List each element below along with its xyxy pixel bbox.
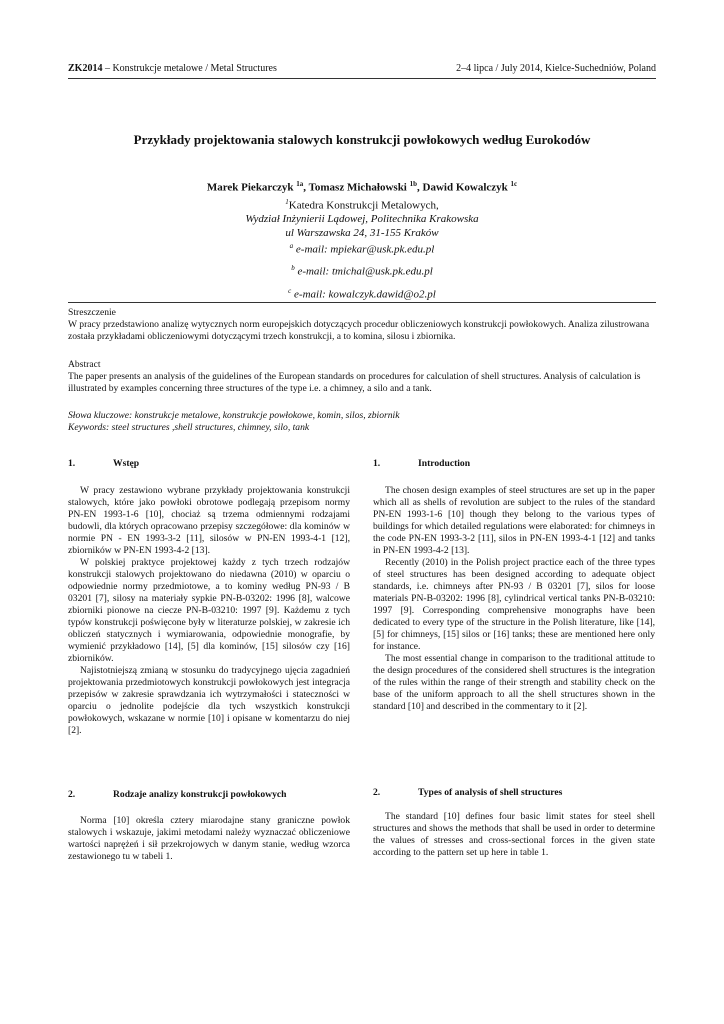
section-heading-pl-2 [68, 789, 287, 801]
paper-title: Przykłady projektowania stalowych konstrukcji powłokowych według Eurokodów [133, 132, 591, 147]
author-list [68, 178, 656, 195]
paragraph: Recently (2010) in the Polish project practice each of the three types of steel structures has been designed according to adequate object standards, i.e. chimneys after PN-93 / B 03201 [7], silos for loose materials PN-B-03202: 1996 [8], cylindrical vertical tanks PN-B-03210: 1997 [9]. Corresponding comprehensive monographs have been dedicated to every type of the structure in the Polish literature, like [14], [5] for chimneys, [15] silos or [16] tanks; these are mentioned here only for instance. [373, 557, 655, 652]
abstract-rule [68, 302, 656, 303]
section-number: 1. [68, 458, 76, 469]
section-number: 1. [373, 458, 381, 469]
affiliation-line [68, 196, 656, 213]
abstract-label: Abstract [68, 359, 101, 370]
section-number: 2. [373, 787, 381, 798]
section-heading-en-1 [373, 458, 470, 470]
keywords-en: Keywords: steel structures ,shell structures, chimney, silo, tank [68, 422, 310, 433]
abstract-block [68, 359, 656, 395]
streszczenie-text: W pracy przedstawiono analizę wytycznych norm europejskich dotyczących procedur obliczeniowych konstrukcji powłokowych. Analiza zilustrowana została przykładami obliczeniowymi dotyczącymi trzech konstrukcji, a to komina, silosu i zbiornika. [68, 319, 650, 342]
conference-name: – Konstrukcje metalowe / Metal Structures [102, 63, 277, 74]
email-text: e-mail: kowalczyk.dawid@o2.pl [291, 289, 436, 302]
section-title: Wstęp [113, 458, 140, 469]
left-column-body [68, 485, 350, 737]
email-sup: b [291, 264, 295, 273]
email-text: e-mail: mpiekar@usk.pk.edu.pl [293, 243, 435, 256]
email-line [68, 240, 656, 257]
affiliation-faculty: Wydział Inżynierii Lądowej, Politechnika Krakowska [245, 213, 479, 226]
author-sup: 1a [296, 180, 304, 188]
section-title: Types of analysis of shell structures [418, 787, 563, 798]
paragraph: Najistotniejszą zmianą w stosunku do tradycyjnego ujęcia zagadnień projektowania przedmiotowych konstrukcji powłokowych jest integracja przepisów w zakresie sprawdzania ich wytrzymałości i stateczności w oparciu o jednolite podejście dla tych wszystkich konstrukcji powłokowych, wskazane w normie [10] i opisane w komentarzu do niej [2]. [68, 665, 350, 736]
email-sup: a [289, 242, 294, 251]
author-name: , Tomasz Michałowski [303, 181, 410, 194]
section-title: Introduction [418, 458, 471, 469]
right-column-body-2 [373, 811, 655, 859]
header-left [68, 63, 277, 75]
email-line [68, 285, 656, 302]
author-name: , Dawid Kowalczyk [417, 181, 511, 194]
paragraph: W polskiej praktyce projektowej każdy z tych trzech rodzajów konstrukcji stalowych projektowano do niedawna (2010) w oparciu o odpowiednie normy przedmiotowe, a to kominy według PN-93 / B 03201 [7], silosy na materiały sypkie PN-B-03202: 1996 [8], walcowe zbiorniki pionowe na ciecze PN-B-03210: 1997 [9]. Każdemu z tych typów konstrukcji poświęcone były w literaturze polskiej, w zakresie ich obliczeń statycznych i wymiarowania, odpowiednie monografie, by wymienić przykładowo [14], [5] dla kominów, [15] silosów czy [16] zbiorników. [68, 557, 350, 664]
author-sup: 1c [510, 180, 518, 188]
header-right: 2–4 lipca / July 2014, Kielce-Suchedniów, Poland [456, 63, 656, 74]
paragraph: The most essential change in comparison to the traditional attitude to the design procedures of the considered shell structures is the integration of the rules within the range of their strength and stability check on the base of the uniform approach to all the shell structures shown in the standard [10] and described in the commentary to it [2]. [373, 653, 655, 712]
email-text: e-mail: tmichal@usk.pk.edu.pl [294, 265, 433, 278]
header-rule [68, 78, 656, 79]
paragraph: Norma [10] określa cztery miarodajne stany graniczne powłok stalowych i wskazuje, jakimi metodami należy wyznaczać obliczeniowe wartości naprężeń i sił przekrojowych w danym stanie, według wzorca zestawionego tu w tabeli 1. [68, 815, 350, 862]
affiliation-dept: Katedra Konstrukcji Metalowych, [288, 199, 439, 212]
abstract-text: The paper presents an analysis of the guidelines of the European standards on procedures for calculation of shell structures. Analysis of calculation is illustrated by examples concerning three structures of the type i.e. a chimney, a silo and a tank. [68, 371, 641, 394]
paragraph: W pracy zestawiono wybrane przykłady projektowania konstrukcji stalowych, które jako powłoki obrotowe podlegają przepisom normy PN-EN 1993-1-6 [10], chociaż są trzema odmiennymi rodzajami budowli, dla których opracowano przepisy szczegółowe: dla kominów w normie PN - EN 1993-3-2 [11], silosów w PN-EN 1993-4-1 [12], zbiorników w PN-EN 1993-4-2 [13]. [68, 485, 350, 556]
paragraph: The standard [10] defines four basic limit states for steel shell structures and shows the methods that shall be used in order to determine the values of stresses and cross-sectional forces in the given state according to the pattern set up here in table 1. [373, 811, 655, 858]
affiliation-sup: 1 [285, 198, 289, 206]
email-sup: c [288, 287, 292, 296]
streszczenie-label: Streszczenie [68, 307, 116, 318]
author-name: Marek Piekarczyk [206, 181, 297, 194]
streszczenie-block [68, 307, 656, 343]
left-column-body-2 [68, 815, 350, 863]
section-heading-pl-1 [68, 458, 139, 470]
affiliation-address: ul Warszawska 24, 31-155 Kraków [285, 226, 439, 239]
keywords-pl: Słowa kluczowe: konstrukcje metalowe, konstrukcje powłokowe, komin, silos, zbiornik [68, 410, 400, 421]
right-column-body [373, 485, 655, 713]
section-heading-en-2 [373, 787, 562, 799]
keywords-block [68, 410, 656, 434]
section-number: 2. [68, 789, 76, 800]
affiliation [68, 196, 656, 303]
section-title: Rodzaje analizy konstrukcji powłokowych [113, 789, 287, 800]
paragraph: The chosen design examples of steel structures are set up in the paper which all as shells of revolution are subject to the rules of the standard PN-EN 1993-1-6 [10] though they belong to the various types of buildings for which detailed regulations were elaborated: for chimneys in the code PN-EN 1993-3-2 [11], silos in PN-EN 1993-4-1 [12] and tanks in PN-EN 1993-4-2 [13]. [373, 485, 655, 556]
conference-code: ZK2014 [68, 63, 103, 74]
author-sup: 1b [409, 180, 418, 188]
email-line [68, 262, 656, 279]
